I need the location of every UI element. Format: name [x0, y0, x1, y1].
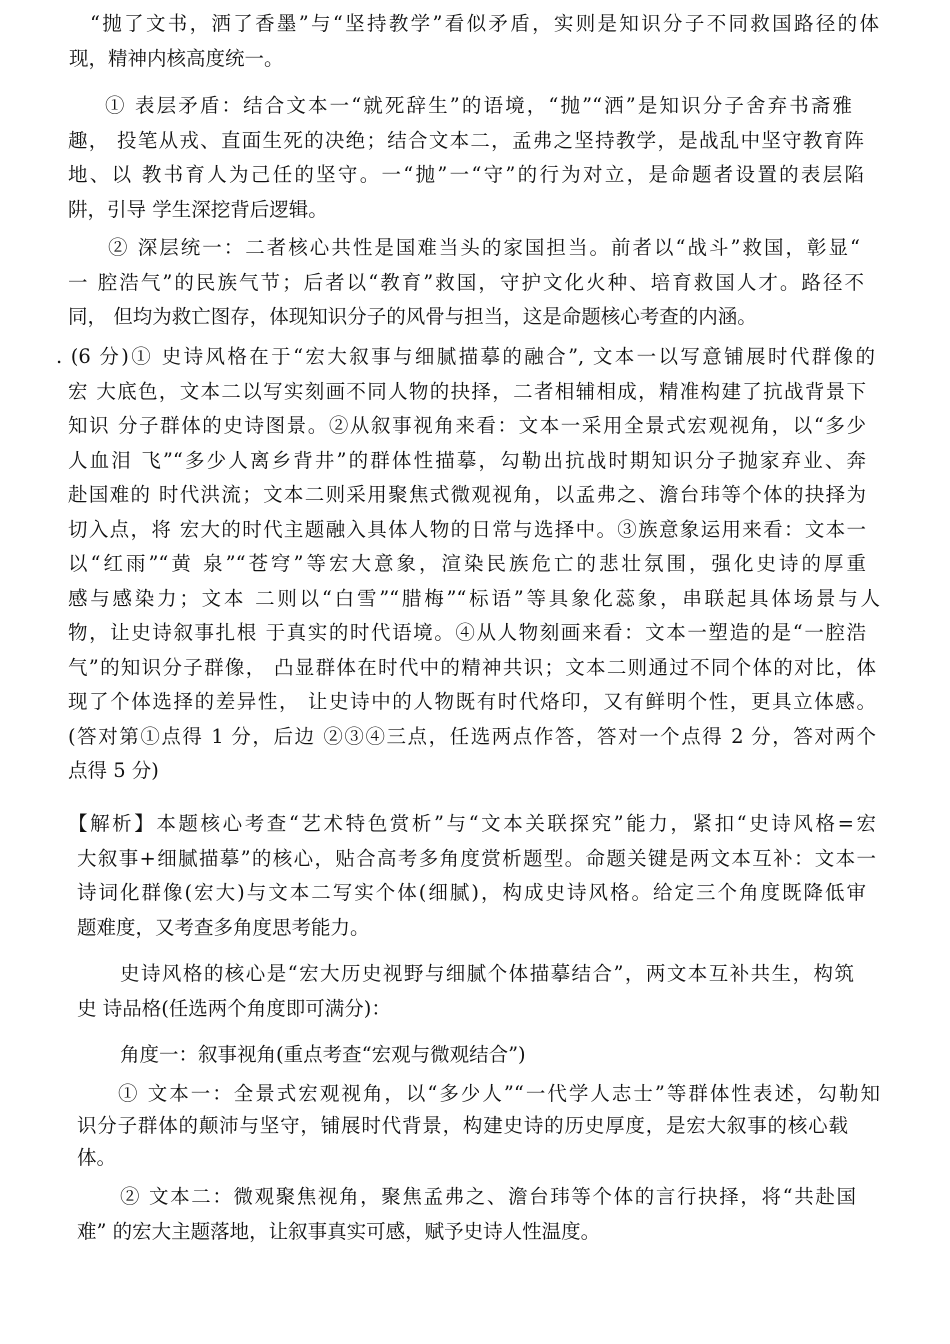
answer-line-9: 物，让史诗叙事扎根 于真实的时代语境。④从人物刻画来看：文本一塑造的是“一腔浩: [68, 621, 866, 644]
core-line-2: 史 诗品格(任选两个角度即可满分)：: [77, 996, 391, 1020]
point-2-line-1: ② 深层统一：二者核心共性是国难当头的家国担当。前者以“战斗”救国，彰显“: [108, 236, 860, 259]
angle-one-title: 角度一：叙事视角(重点考查“宏观与微观结合”): [120, 1043, 526, 1066]
answer-line-12: (答对第①点得 1 分，后边 ②③④三点，任选两点作答，答对一个点得 2 分，答对两个: [68, 724, 876, 748]
analysis-line-3: 诗词化群像(宏大)与文本二写实个体(细腻)，构成史诗风格。给定三个角度既降低审: [77, 881, 866, 904]
point-1-paragraph: [68, 89, 880, 227]
angle-one-heading: [68, 1038, 880, 1073]
point-1-line-4: 阱，引导 学生深挖背后逻辑。: [68, 197, 328, 221]
answer-line-3: 知识 分子群体的史诗图景。②从叙事视角来看：文本一采用全景式宏观视角，以“多少: [68, 414, 866, 437]
answer-line-10: 气”的知识分子群像， 凸显群体在时代中的精神共识；文本二则通过不同个体的对比，体: [68, 655, 876, 679]
point-2-line-2: 一 腔浩气”的民族气节；后者以“教育”救国，守护文化火种、培育救国人才。路径不: [68, 270, 864, 294]
intro-line-2: 现，精神内核高度统一。: [69, 46, 284, 70]
analysis-paragraph: [68, 807, 880, 945]
answer-line-8: 感与感染力；文本 二则以“白雪”“腊梅”“标语”等具象化蕊象，串联起具体场景与人: [68, 586, 880, 610]
point-1-line-1: ① 表层矛盾：结合文本一“就死辞生”的语境，“抛”“洒”是知识分子舍弃书斋雅: [105, 94, 852, 117]
answer-line-2: 宏 大底色，文本二以写实刻画不同人物的抉择，二者相辅相成，精准构建了抗战背景下: [68, 379, 866, 403]
angle-one-item-2-line-2: 难” 的宏大主题落地，让叙事真实可感，赋予史诗人性温度。: [77, 1219, 601, 1243]
answer-line-5: 赴国难的 时代洪流；文本二则采用聚焦式微观视角，以孟弗之、澹台玮等个体的抉择为: [68, 483, 866, 506]
answer-line-7: 以“红雨”“黄 泉”“苍穹”等宏大意象，渲染民族危亡的悲壮氛围，强化史诗的厚重: [68, 552, 866, 575]
analysis-line-2: 大叙事+细腻描摹”的核心，贴合高考多角度赏析题型。命题关键是两文本互补：文本一: [77, 846, 876, 870]
answer-paragraph: [56, 340, 880, 789]
angle-one-item-1-line-3: 体。: [77, 1146, 117, 1169]
point-1-line-2: 趣， 投笔从戎、直面生死的决绝；结合文本二，孟弗之坚持教学，是战乱中坚守教育阵: [68, 128, 864, 152]
point-1-line-3: 地、以 教书育人为己任的坚守。一“抛”一“守”的行为对立，是命题者设置的表层陷: [68, 163, 864, 186]
angle-one-item-1: [68, 1078, 880, 1174]
answer-line-1: . (6 分)① 史诗风格在于“宏大叙事与细腻描摹的融合”, 文本一以写意铺展时代群像的: [56, 345, 875, 368]
point-2-paragraph: [68, 231, 880, 335]
angle-one-item-1-line-2: 识分子群体的颠沛与坚守，铺展时代背景，构建史诗的历史厚度，是宏大叙事的核心载: [77, 1114, 848, 1137]
intro-paragraph: [69, 7, 879, 76]
answer-line-4: 人血泪 飞”“多少人离乡背井”的群体性描摹，勾勒出抗战时期知识分子抛家弃业、奔: [68, 448, 866, 472]
intro-line-1: “抛了文书，洒了香墨”与“坚持教学”看似矛盾，实则是知识分子不同救国路径的体: [90, 12, 879, 35]
angle-one-item-1-line-1: ① 文本一：全景式宏观视角，以“多少人”“一代学人志士”等群体性表述，勾勒知: [118, 1082, 880, 1105]
answer-line-11: 现了个体选择的差异性， 让史诗中的人物既有时代烙印，又有鲜明个性，更具立体感。: [68, 690, 876, 713]
core-paragraph: [68, 957, 880, 1026]
angle-one-item-2: [68, 1180, 880, 1249]
answer-line-13: 点得 5 分): [68, 759, 159, 782]
analysis-line-4: 题难度，又考查多角度思考能力。: [77, 915, 370, 939]
analysis-line-1: 【解析】本题核心考查“艺术特色赏析”与“文本关联探究”能力，紧扣“史诗风格=宏: [68, 812, 876, 835]
angle-one-item-2-line-1: ② 文本二：微观聚焦视角，聚焦孟弗之、澹台玮等个体的言行抉择，将“共赴国: [120, 1185, 856, 1208]
point-2-line-3: 同， 但均为救亡图存，体现知识分子的风骨与担当，这是命题核心考查的内涵。: [68, 305, 757, 328]
core-line-1: 史诗风格的核心是“宏大历史视野与细腻个体描摹结合”，两文本互补共生，构筑: [120, 962, 854, 985]
answer-line-6: 切入点，将 宏大的时代主题融入具体人物的日常与选择中。③族意象运用来看：文本一: [68, 517, 866, 541]
